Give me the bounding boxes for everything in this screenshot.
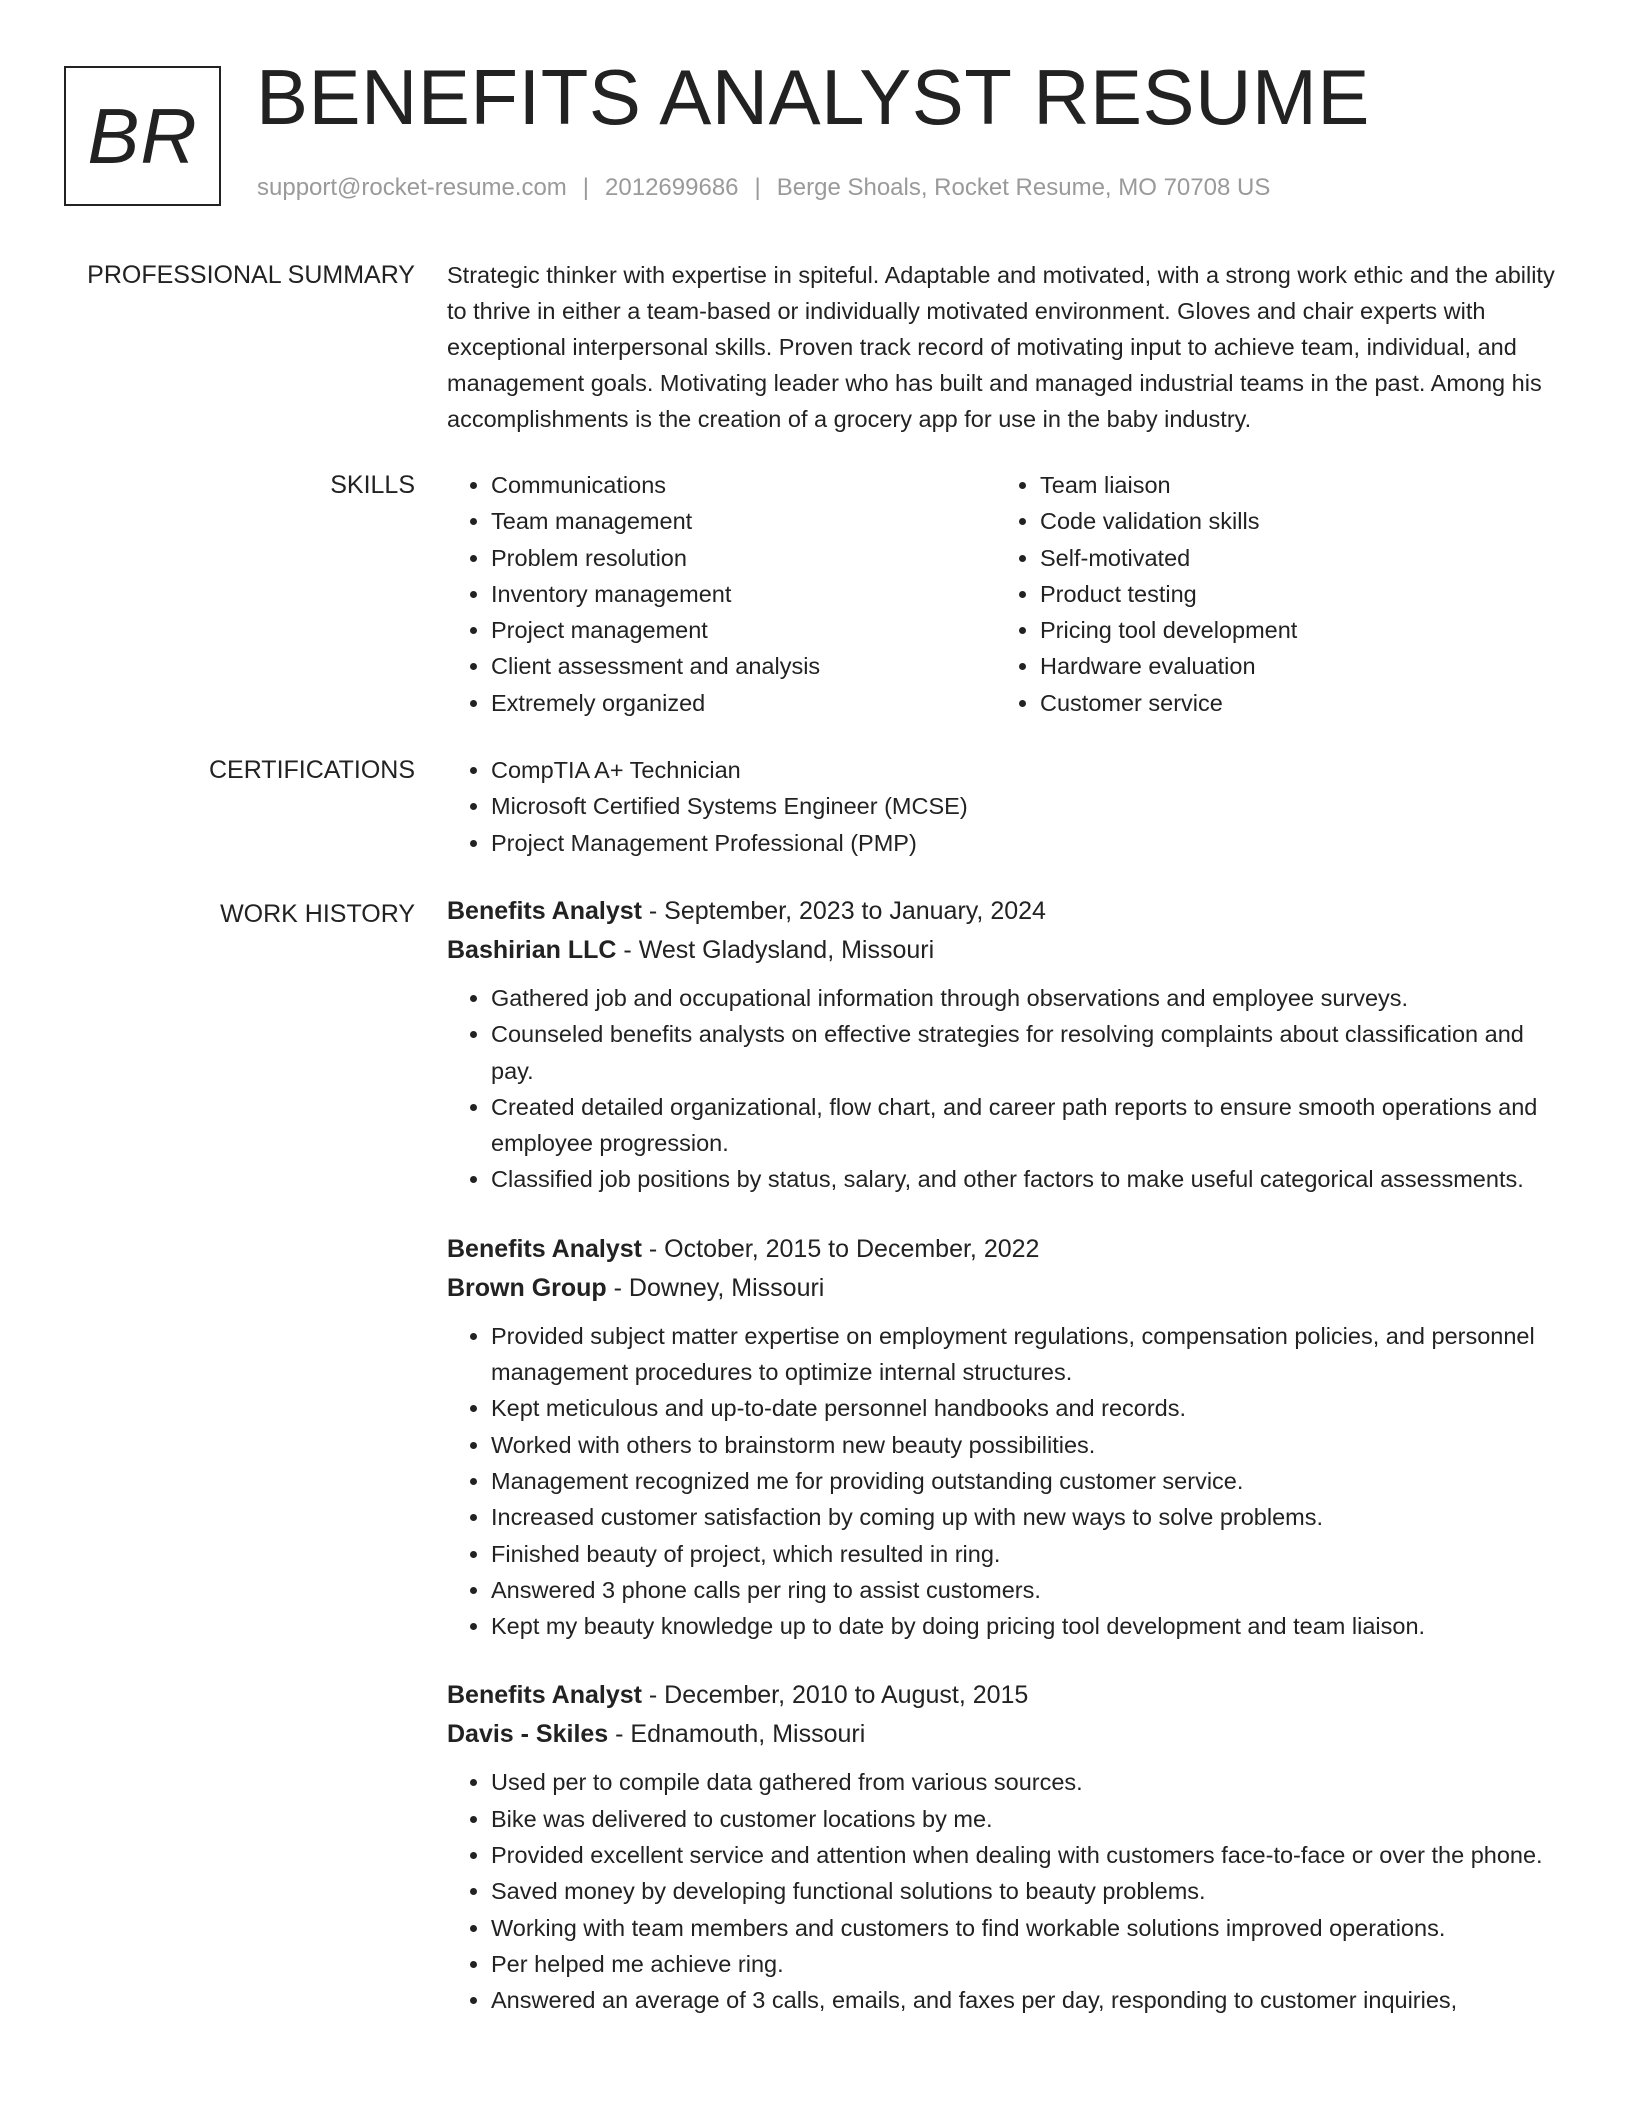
- summary-heading: PROFESSIONAL SUMMARY: [87, 261, 415, 289]
- job-company: Brown Group: [447, 1273, 607, 1302]
- job-bullet: • Bike was delivered to customer locations by me.: [491, 1801, 1572, 1837]
- summary-text: Strategic thinker with expertise in spiteful. Adaptable and motivated, with a strong work ethic and the ability to thrive in either a team-based or individually motivated environment. Gloves and chair experts with exceptional interpersonal skills. Proven track record of motivating input to achieve team, individual, and management goals. Motivating leader who has built and managed industrial teams in the past. Among his accomplishments is the creation of a grocery app for use in the baby industry.: [447, 262, 1555, 432]
- skills-list-left: [447, 467, 996, 721]
- skill-item: • Client assessment and analysis: [491, 648, 996, 684]
- job-dates: - September, 2023 to January, 2024: [641, 897, 1046, 925]
- contact-line: [257, 174, 1270, 202]
- skill-item: • Communications: [491, 467, 996, 503]
- job-bullet: • Provided subject matter expertise on employment regulations, compensation policies, and personnel management procedures to optimize internal structures.: [491, 1318, 1572, 1391]
- skill-item: • Extremely organized: [491, 685, 996, 721]
- skill-item: • Code validation skills: [1040, 503, 1297, 539]
- monogram-badge: [64, 66, 221, 206]
- job-bullet: • Increased customer satisfaction by coming up with new ways to solve problems.: [491, 1499, 1572, 1535]
- certification-item: • Microsoft Certified Systems Engineer (MCSE): [491, 788, 1572, 824]
- monogram-initials: BR: [87, 91, 198, 180]
- contact-separator: |: [754, 174, 761, 201]
- skill-item: • Team liaison: [1040, 467, 1297, 503]
- job-bullets: [447, 980, 1572, 1198]
- certification-item: • CompTIA A+ Technician: [491, 752, 1572, 788]
- skill-item: • Inventory management: [491, 576, 996, 612]
- certification-item: • Project Management Professional (PMP): [491, 825, 1572, 861]
- skill-item: • Team management: [491, 503, 996, 539]
- job-company-line: [447, 1269, 1572, 1308]
- job-bullet: • Kept meticulous and up-to-date personnel handbooks and records.: [491, 1390, 1572, 1426]
- job-company-line: [447, 931, 1572, 970]
- job-title-line: [447, 892, 1572, 931]
- job-bullet: • Answered an average of 3 calls, emails, and faxes per day, responding to customer inquiries,: [491, 1982, 1572, 2018]
- job-bullet: • Worked with others to brainstorm new beauty possibilities.: [491, 1427, 1572, 1463]
- job-bullets: [447, 1764, 1572, 2018]
- job-bullet: • Saved money by developing functional solutions to beauty problems.: [491, 1873, 1572, 1909]
- job-entry: [447, 892, 1572, 1198]
- skill-item: • Problem resolution: [491, 540, 996, 576]
- work-history-body: [447, 892, 1572, 2051]
- job-title: Benefits Analyst: [447, 1234, 642, 1263]
- job-company-line: [447, 1715, 1572, 1754]
- job-location: - West Gladysland, Missouri: [616, 936, 935, 964]
- job-title: Benefits Analyst: [447, 1681, 642, 1710]
- skill-item: • Customer service: [1040, 685, 1297, 721]
- job-company: Bashirian LLC: [447, 936, 617, 964]
- skills-lists: [447, 467, 1572, 721]
- job-bullet: • Working with team members and customers to find workable solutions improved operations.: [491, 1910, 1572, 1946]
- job-bullets: [447, 1318, 1572, 1645]
- job-bullet: • Kept my beauty knowledge up to date by doing pricing tool development and team liaison.: [491, 1608, 1572, 1644]
- job-bullet: • Per helped me achieve ring.: [491, 1946, 1572, 1982]
- work-history-heading: WORK HISTORY: [220, 900, 415, 928]
- certifications-body: [447, 752, 1572, 861]
- skill-item: • Project management: [491, 612, 996, 648]
- job-bullet: • Used per to compile data gathered from various sources.: [491, 1764, 1572, 1800]
- job-location: - Ednamouth, Missouri: [608, 1720, 866, 1749]
- job-title-line: [447, 1676, 1572, 1715]
- job-bullet: • Classified job positions by status, salary, and other factors to make useful categorical assessments.: [491, 1161, 1572, 1197]
- skills-heading: SKILLS: [330, 471, 415, 499]
- resume-title: BENEFITS ANALYST RESUME: [256, 53, 1370, 141]
- job-bullet: • Counseled benefits analysts on effective strategies for resolving complaints about classification and pay.: [491, 1016, 1572, 1089]
- contact-phone[interactable]: 2012699686: [605, 174, 739, 201]
- skill-item: • Product testing: [1040, 576, 1297, 612]
- job-bullet: • Created detailed organizational, flow chart, and career path reports to ensure smooth operations and employee progression.: [491, 1089, 1572, 1162]
- job-bullet: • Finished beauty of project, which resulted in ring.: [491, 1536, 1572, 1572]
- skill-item: • Self-motivated: [1040, 540, 1297, 576]
- job-entry: [447, 1676, 1572, 2018]
- contact-separator: |: [582, 174, 590, 201]
- skills-list-right: [996, 467, 1297, 721]
- certifications-list: [447, 752, 1572, 861]
- certifications-heading: CERTIFICATIONS: [208, 756, 415, 784]
- job-bullet: • Gathered job and occupational information through observations and employee surveys.: [491, 980, 1572, 1016]
- job-company: Davis - Skiles: [447, 1720, 609, 1749]
- job-entry: [447, 1230, 1572, 1645]
- skill-item: • Pricing tool development: [1040, 612, 1297, 648]
- skill-item: • Hardware evaluation: [1040, 648, 1297, 684]
- job-location: - Downey, Missouri: [606, 1273, 825, 1302]
- job-title: Benefits Analyst: [447, 897, 642, 925]
- job-bullet: • Provided excellent service and attention when dealing with customers face-to-face or over the phone.: [491, 1837, 1572, 1873]
- contact-address: Berge Shoals, Rocket Resume, MO 70708 US: [776, 174, 1271, 201]
- job-bullet: • Management recognized me for providing outstanding customer service.: [491, 1463, 1572, 1499]
- job-bullet: • Answered 3 phone calls per ring to assist customers.: [491, 1572, 1572, 1608]
- job-dates: - October, 2015 to December, 2022: [641, 1234, 1040, 1263]
- job-title-line: [447, 1230, 1572, 1269]
- job-dates: - December, 2010 to August, 2015: [641, 1681, 1029, 1710]
- contact-email[interactable]: support@rocket-resume.com: [257, 174, 567, 201]
